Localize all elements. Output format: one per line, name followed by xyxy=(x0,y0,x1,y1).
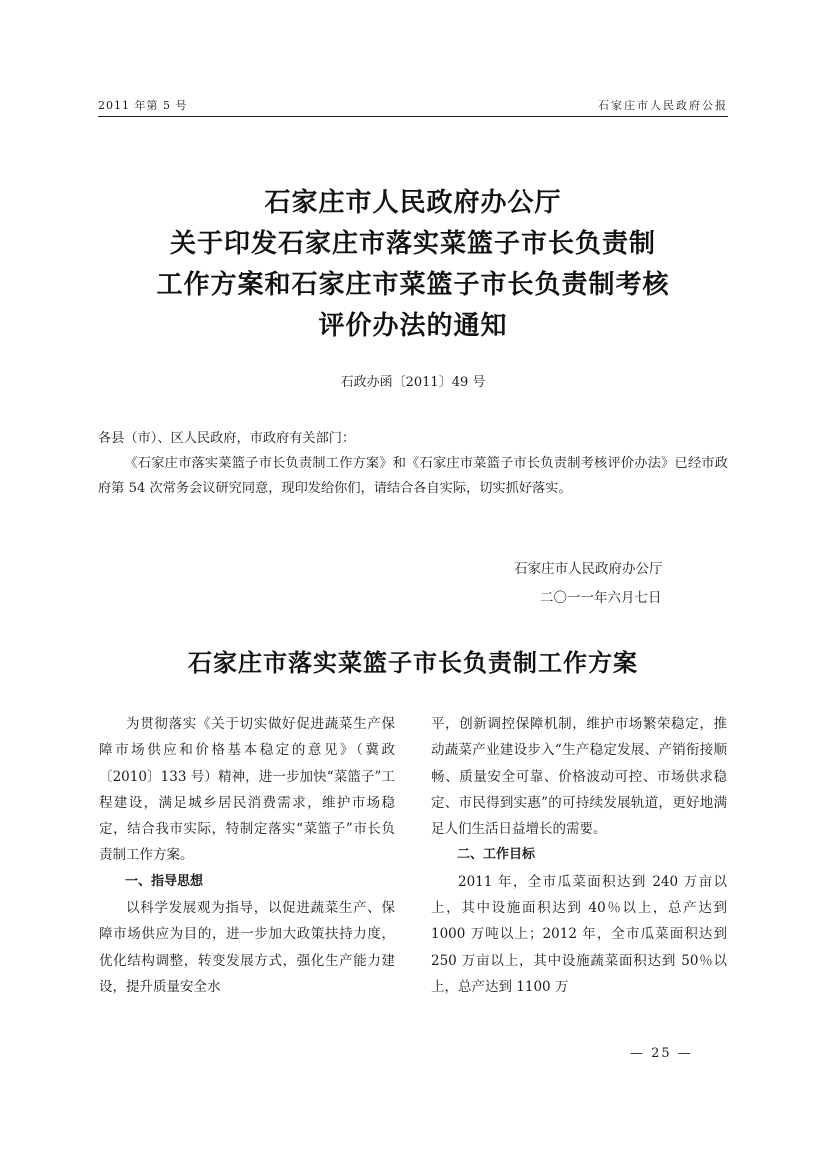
notice-body xyxy=(98,426,728,501)
section2-body: 2011 年，全市瓜菜面积达到 240 万亩以上，其中设施面积达到 40％以上，总产达到 1000 万吨以上；2012 年，全市瓜菜面积达到 250 万亩以上，其中设施蔬菜面积达到 50％以上，总产达到 1100 万 xyxy=(431,873,727,995)
plan-title: 石家庄市落实菜篮子市长负责制工作方案 xyxy=(188,649,638,677)
signature-org: 石家庄市人民政府办公厅 xyxy=(514,561,663,577)
header-divider xyxy=(98,116,728,117)
section2-heading: 二、工作目标 xyxy=(457,847,536,863)
page-number: — 25 — xyxy=(630,1046,693,1061)
notice-title-line: 评价办法的通知 xyxy=(318,311,508,341)
right-column xyxy=(431,711,727,1000)
signature-block xyxy=(490,555,710,613)
issue-label: 2011 年第 5 号 xyxy=(98,99,188,112)
signature-date: 二〇一一年六月七日 xyxy=(540,590,662,606)
section1-heading: 一、指导思想 xyxy=(125,873,204,889)
section1-body: 以科学发展观为指导，以促进蔬菜生产、保障市场供应为目的，进一步加大政策扶持力度，优化结构调整，转变发展方式，强化生产能力建设，提升质量安全水 xyxy=(99,900,395,995)
running-header xyxy=(98,97,728,115)
section1-body-continued: 平，创新调控保障机制，维护市场繁荣稳定，推动蔬菜产业建设步入“生产稳定发展、产销衔接顺畅、质量安全可靠、价格波动可控、市场供求稳定、市民得到实惠”的可持续发展轨道，更好地满足人们生活日益增长的需要。 xyxy=(431,716,727,838)
notice-title-line: 工作方案和石家庄市菜篮子市长负责制考核 xyxy=(156,270,670,300)
publication-name: 石家庄市人民政府公报 xyxy=(598,99,728,112)
notice-title-line: 石家庄市人民政府办公厅 xyxy=(264,188,562,218)
plan-intro: 为贯彻落实《关于切实做好促进蔬菜生产保障市场供应和价格基本稳定的意见》（冀政〔2010〕133 号）精神，进一步加快“菜篮子”工程建设，满足城乡居民消费需求，维护市场稳定，结合我市实际，特制定落实“菜篮子”市长负责制工作方案。 xyxy=(99,716,395,864)
document-number: 石政办函〔2011〕49 号 xyxy=(340,375,486,390)
left-column xyxy=(99,711,395,1000)
notice-title-line: 关于印发石家庄市落实菜篮子市长负责制 xyxy=(169,229,656,259)
notice-title xyxy=(98,183,728,347)
addressee: 各县（市）、区人民政府，市政府有关部门： xyxy=(98,431,356,446)
notice-paragraph: 《石家庄市落实菜篮子市长负责制工作方案》和《石家庄市菜篮子市长负责制考核评价办法》已经市政府第 54 次常务会议研究同意，现印发给你们，请结合各自实际，切实抓好落实。 xyxy=(98,456,728,496)
